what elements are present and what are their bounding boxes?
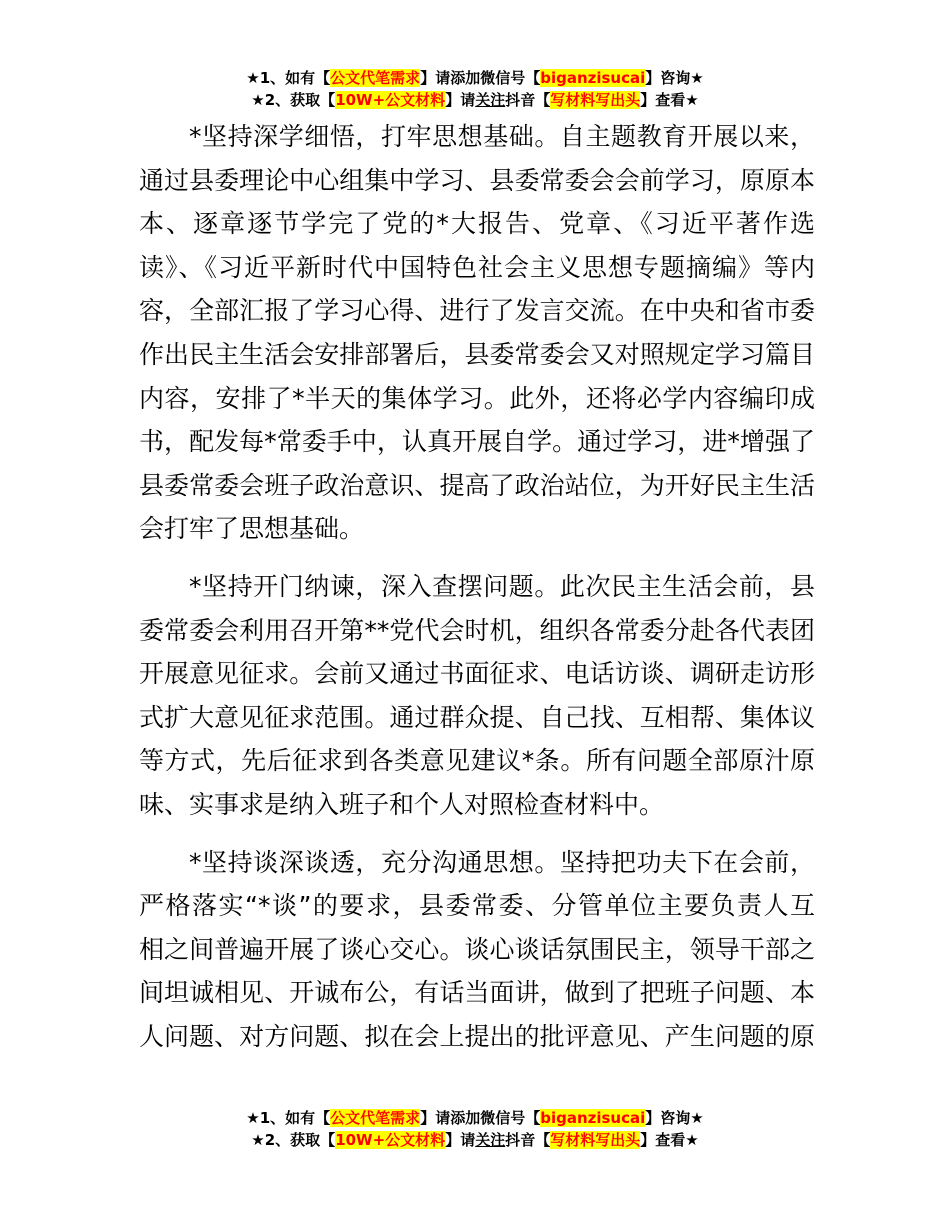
text-line: 会打牢了思想基础。 — [139, 514, 365, 544]
text-line: *坚持谈深谈透，充分沟通思想。坚持把功夫下在会前， — [189, 847, 815, 877]
banner-highlight: 10W+公文材料 — [335, 1131, 446, 1149]
banner-text: 】咨询★ — [645, 69, 704, 87]
text-line: 味、实事求是纳入班子和个人对照检查材料中。 — [139, 789, 665, 819]
text-line: 读》、《习近平新时代中国特色社会主义思想专题摘编》等内 — [139, 252, 815, 282]
banner-text: 】查看★ — [640, 1131, 699, 1149]
banner-text: 】请 — [445, 1131, 476, 1149]
header-banner — [0, 67, 950, 111]
text-line: 间坦诚相见、开诚布公，有话当面讲，做到了把班子问题、本 — [139, 978, 815, 1008]
text-line: 作出民主生活会安排部署后，县委常委会又对照规定学习篇目 — [139, 339, 815, 369]
text-line: 相之间普遍开展了谈心交心。谈心谈话氛围民主，领导干部之 — [139, 934, 815, 964]
banner-highlight: biganzisucai — [540, 1109, 646, 1127]
document-body — [139, 115, 815, 1072]
text-line: 人问题、对方问题、拟在会上提出的批评意见、产生问题的原 — [139, 1021, 815, 1051]
text-line: 等方式，先后征求到各类意见建议*条。所有问题全部原汁原 — [139, 746, 815, 776]
banner-highlight: 写材料写出头 — [550, 91, 641, 109]
text-line: *坚持深学细悟，打牢思想基础。自主题教育开展以来， — [189, 122, 815, 151]
banner-line-2 — [0, 89, 950, 111]
text-line: 通过县委理论中心组集中学习、县委常委会会前学习，原原本 — [139, 165, 815, 195]
banner-line-1 — [0, 1107, 950, 1129]
banner-text: 】咨询★ — [645, 1109, 704, 1127]
banner-line-1 — [0, 67, 950, 89]
text-line: 书，配发每*常委手中，认真开展自学。通过学习，进*增强了 — [139, 427, 815, 457]
banner-text: ★1、如有【 — [246, 1109, 331, 1127]
banner-text: 抖音【 — [505, 91, 551, 109]
banner-highlight: 10W+公文材料 — [335, 91, 446, 109]
banner-text: ★2、获取【 — [251, 91, 336, 109]
banner-underlined-text: 关注 — [475, 1131, 506, 1149]
banner-highlight: 公文代笔需求 — [330, 69, 421, 87]
banner-highlight: biganzisucai — [540, 69, 646, 87]
banner-text: ★1、如有【 — [246, 69, 331, 87]
banner-text: 】请添加微信号【 — [420, 69, 541, 87]
text-line: *坚持开门纳谏，深入查摆问题。此次民主生活会前，县 — [189, 571, 815, 601]
text-line: 委常委会利用召开第**党代会时机，组织各常委分赴各代表团 — [139, 615, 815, 645]
text-line: 严格落实“*谈”的要求，县委常委、分管单位主要负责人互 — [139, 891, 815, 921]
banner-line-2 — [0, 1129, 950, 1151]
text-line: 县委常委会班子政治意识、提高了政治站位，为开好民主生活 — [139, 470, 815, 500]
banner-highlight: 写材料写出头 — [550, 1131, 641, 1149]
banner-underlined-text: 关注 — [475, 91, 506, 109]
banner-text: 】查看★ — [640, 91, 699, 109]
banner-text: 】请添加微信号【 — [420, 1109, 541, 1127]
paragraph-1 — [139, 115, 815, 551]
banner-text: 】请 — [445, 91, 476, 109]
banner-highlight: 公文代笔需求 — [330, 1109, 421, 1127]
text-line: 式扩大意见征求范围。通过群众提、自己找、互相帮、集体议 — [139, 702, 815, 732]
footer-banner — [0, 1107, 950, 1151]
paragraph-2 — [139, 565, 815, 827]
text-line: 容，全部汇报了学习心得、进行了发言交流。在中央和省市委 — [139, 296, 815, 326]
paragraph-3 — [139, 841, 815, 1059]
text-line: 内容，安排了*半天的集体学习。此外，还将必学内容编印成 — [139, 383, 815, 413]
text-line: 开展意见征求。会前又通过书面征求、电话访谈、调研走访形 — [139, 659, 815, 689]
banner-text: 抖音【 — [505, 1131, 551, 1149]
banner-text: ★2、获取【 — [251, 1131, 336, 1149]
text-line: 本、逐章逐节学完了党的*大报告、党章、《习近平著作选 — [139, 209, 815, 239]
